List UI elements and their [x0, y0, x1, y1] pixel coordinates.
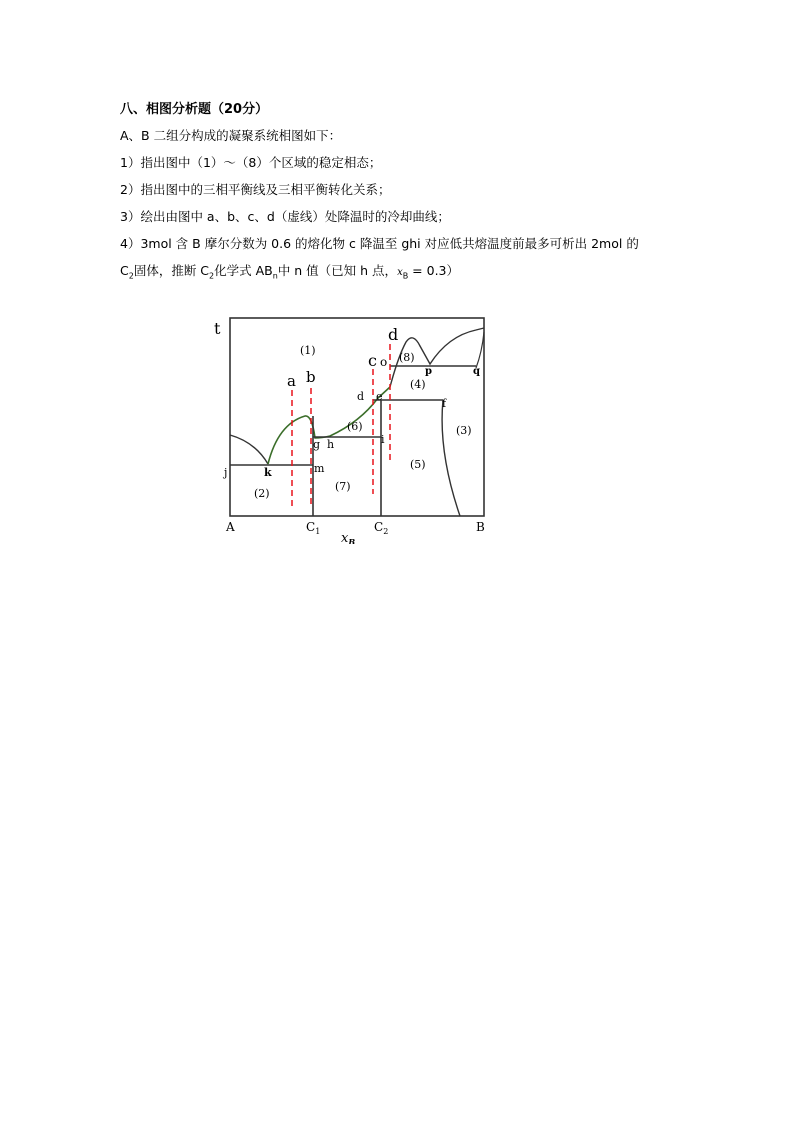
point-k: k — [264, 466, 272, 479]
region-8: (8) — [399, 351, 415, 364]
solid-solution-upper — [476, 332, 484, 368]
region-2: (2) — [254, 487, 270, 500]
label-a: a — [287, 372, 296, 390]
x-tick-A: A — [226, 520, 235, 534]
x-axis-label: $x_B$ — [341, 531, 356, 544]
question-item-2: 2）指出图中的三相平衡线及三相平衡转化关系； — [120, 182, 391, 197]
solvus-curve — [442, 400, 460, 516]
question-block — [120, 100, 680, 288]
x-tick-C1: $C_1$ — [306, 520, 321, 536]
point-h: h — [327, 438, 335, 451]
region-4: (4) — [410, 378, 426, 391]
point-g: g — [313, 438, 321, 451]
question-item-3: 3）绘出由图中 a、b、c、d（虚线）处降温时的冷却曲线； — [120, 209, 450, 224]
point-p: p — [425, 366, 432, 377]
liquidus-green — [268, 387, 390, 464]
point-e: e — [376, 390, 383, 403]
question-item-4: 4）3mol 含 B 摩尔分数为 0.6 的熔化物 c 降温至 ghi 对应低共熔温度前最多可析出 2mol 的 — [120, 236, 639, 251]
t-axis-label: t — [214, 319, 221, 338]
label-b: b — [306, 368, 316, 386]
phase-diagram — [210, 312, 510, 544]
point-q: q — [473, 366, 480, 377]
point-i: i — [381, 433, 385, 446]
region-3: (3) — [456, 424, 472, 437]
region-5: (5) — [410, 458, 426, 471]
question-item-1: 1）指出图中（1）～（8）个区域的稳定相态； — [120, 155, 382, 170]
region-7: (7) — [335, 480, 351, 493]
liquidus-left — [230, 435, 268, 464]
region-1: (1) — [300, 344, 316, 357]
point-m: m — [314, 462, 325, 475]
point-d: d — [357, 390, 365, 403]
x-tick-B: B — [476, 520, 485, 534]
label-c: c — [368, 351, 377, 370]
point-j: j — [224, 466, 228, 479]
point-f: f — [442, 397, 447, 410]
label-d-top: d — [388, 325, 399, 344]
region-6: (6) — [347, 420, 363, 433]
question-intro: A、B 二组分构成的凝聚系统相图如下： — [120, 128, 342, 143]
question-title: 八、相图分析题（20分） — [120, 102, 269, 117]
point-o: o — [380, 355, 388, 369]
x-tick-C2: $C_2$ — [374, 520, 389, 536]
question-item-4-cont: $C_2$固体，推断 $C_2$化学式 $AB_n$中 n 值（已知 h 点，$x_B = 0.3$） — [120, 263, 460, 281]
